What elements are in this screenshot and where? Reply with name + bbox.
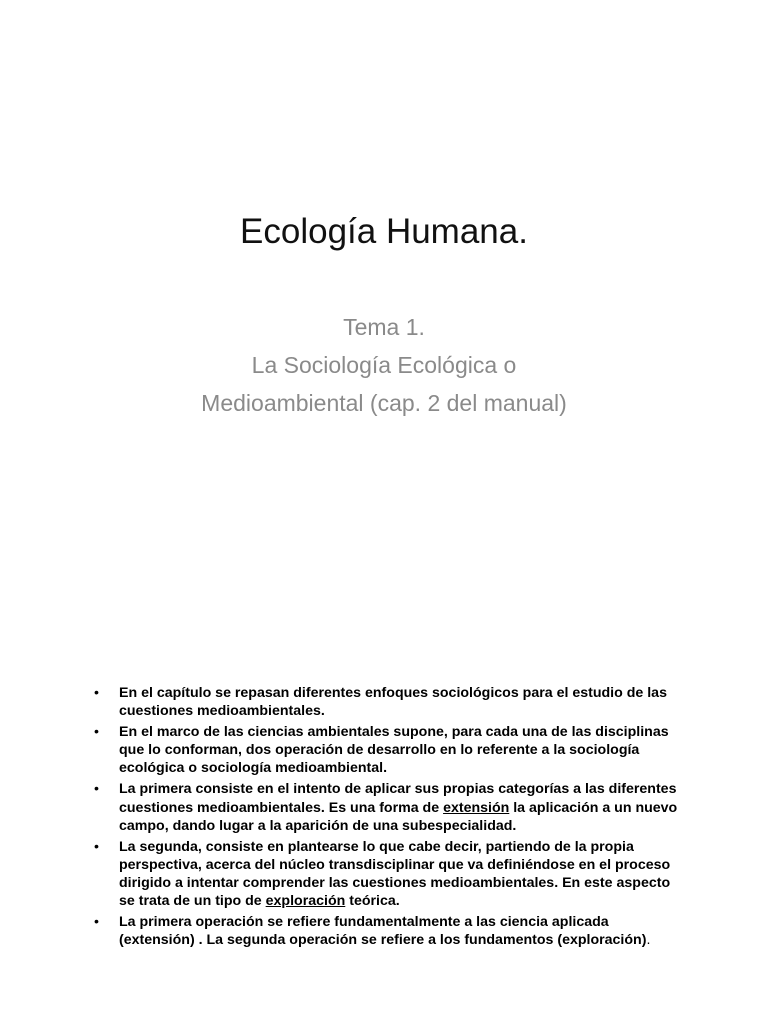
bullet-icon: • [94,914,99,931]
subtitle-line-3: Medioambiental (cap. 2 del manual) [201,390,567,416]
bullet-item [94,684,684,720]
bullet-item [94,780,684,834]
bullet-text: En el marco de las ciencias ambientales supone, para cada una de las disciplinas que lo conforman, dos operación de desarrollo en lo referente a la sociología ecológica o sociología medioambiental. [119,724,669,777]
bullet-icon: • [94,724,99,741]
bullet-slide [0,660,768,1024]
bullet-item [94,723,684,777]
bullet-text: teórica. [345,893,400,910]
subtitle-line-topic: Tema 1. [343,314,425,340]
underlined-term-extension: extensión [443,799,510,816]
bullet-list [94,684,684,952]
bullet-text: La primera consiste en el intento de aplicar sus propias categorías a las diferentes cuestiones medioambientales. Es una forma de [119,781,677,816]
bullet-item [94,838,684,910]
bullet-icon: • [94,781,99,798]
bullet-icon: • [94,838,99,855]
bullet-text: En el capítulo se repasan diferentes enfoques sociológicos para el estudio de las cuestiones medioambientales. [119,685,667,720]
slide-subtitle [0,308,768,422]
bullet-text-end: . [646,932,651,949]
subtitle-line-2: La Sociología Ecológica o [251,352,517,378]
bullet-text: La segunda, consiste en plantearse lo que cabe decir, partiendo de la propia perspectiva, acerca del núcleo transdisciplinar que va definiéndose en el proceso dirigido a intentar comprender las cuestiones medioambientales. En este aspecto se trata de un tipo de [119,838,671,910]
slide-title: Ecología Humana. [240,212,528,251]
bullet-item [94,913,684,949]
bullet-text: la aplicación a un nuevo campo, dando lugar a la aparición de una subespecialidad. [119,799,678,834]
bullet-text: La primera operación se refiere fundamentalmente a las ciencia aplicada (extensión) . La segunda operación se refiere a los fundamentos (exploración) [119,914,647,949]
underlined-term-exploracion: exploración [265,893,346,910]
bullet-icon: • [94,685,99,701]
